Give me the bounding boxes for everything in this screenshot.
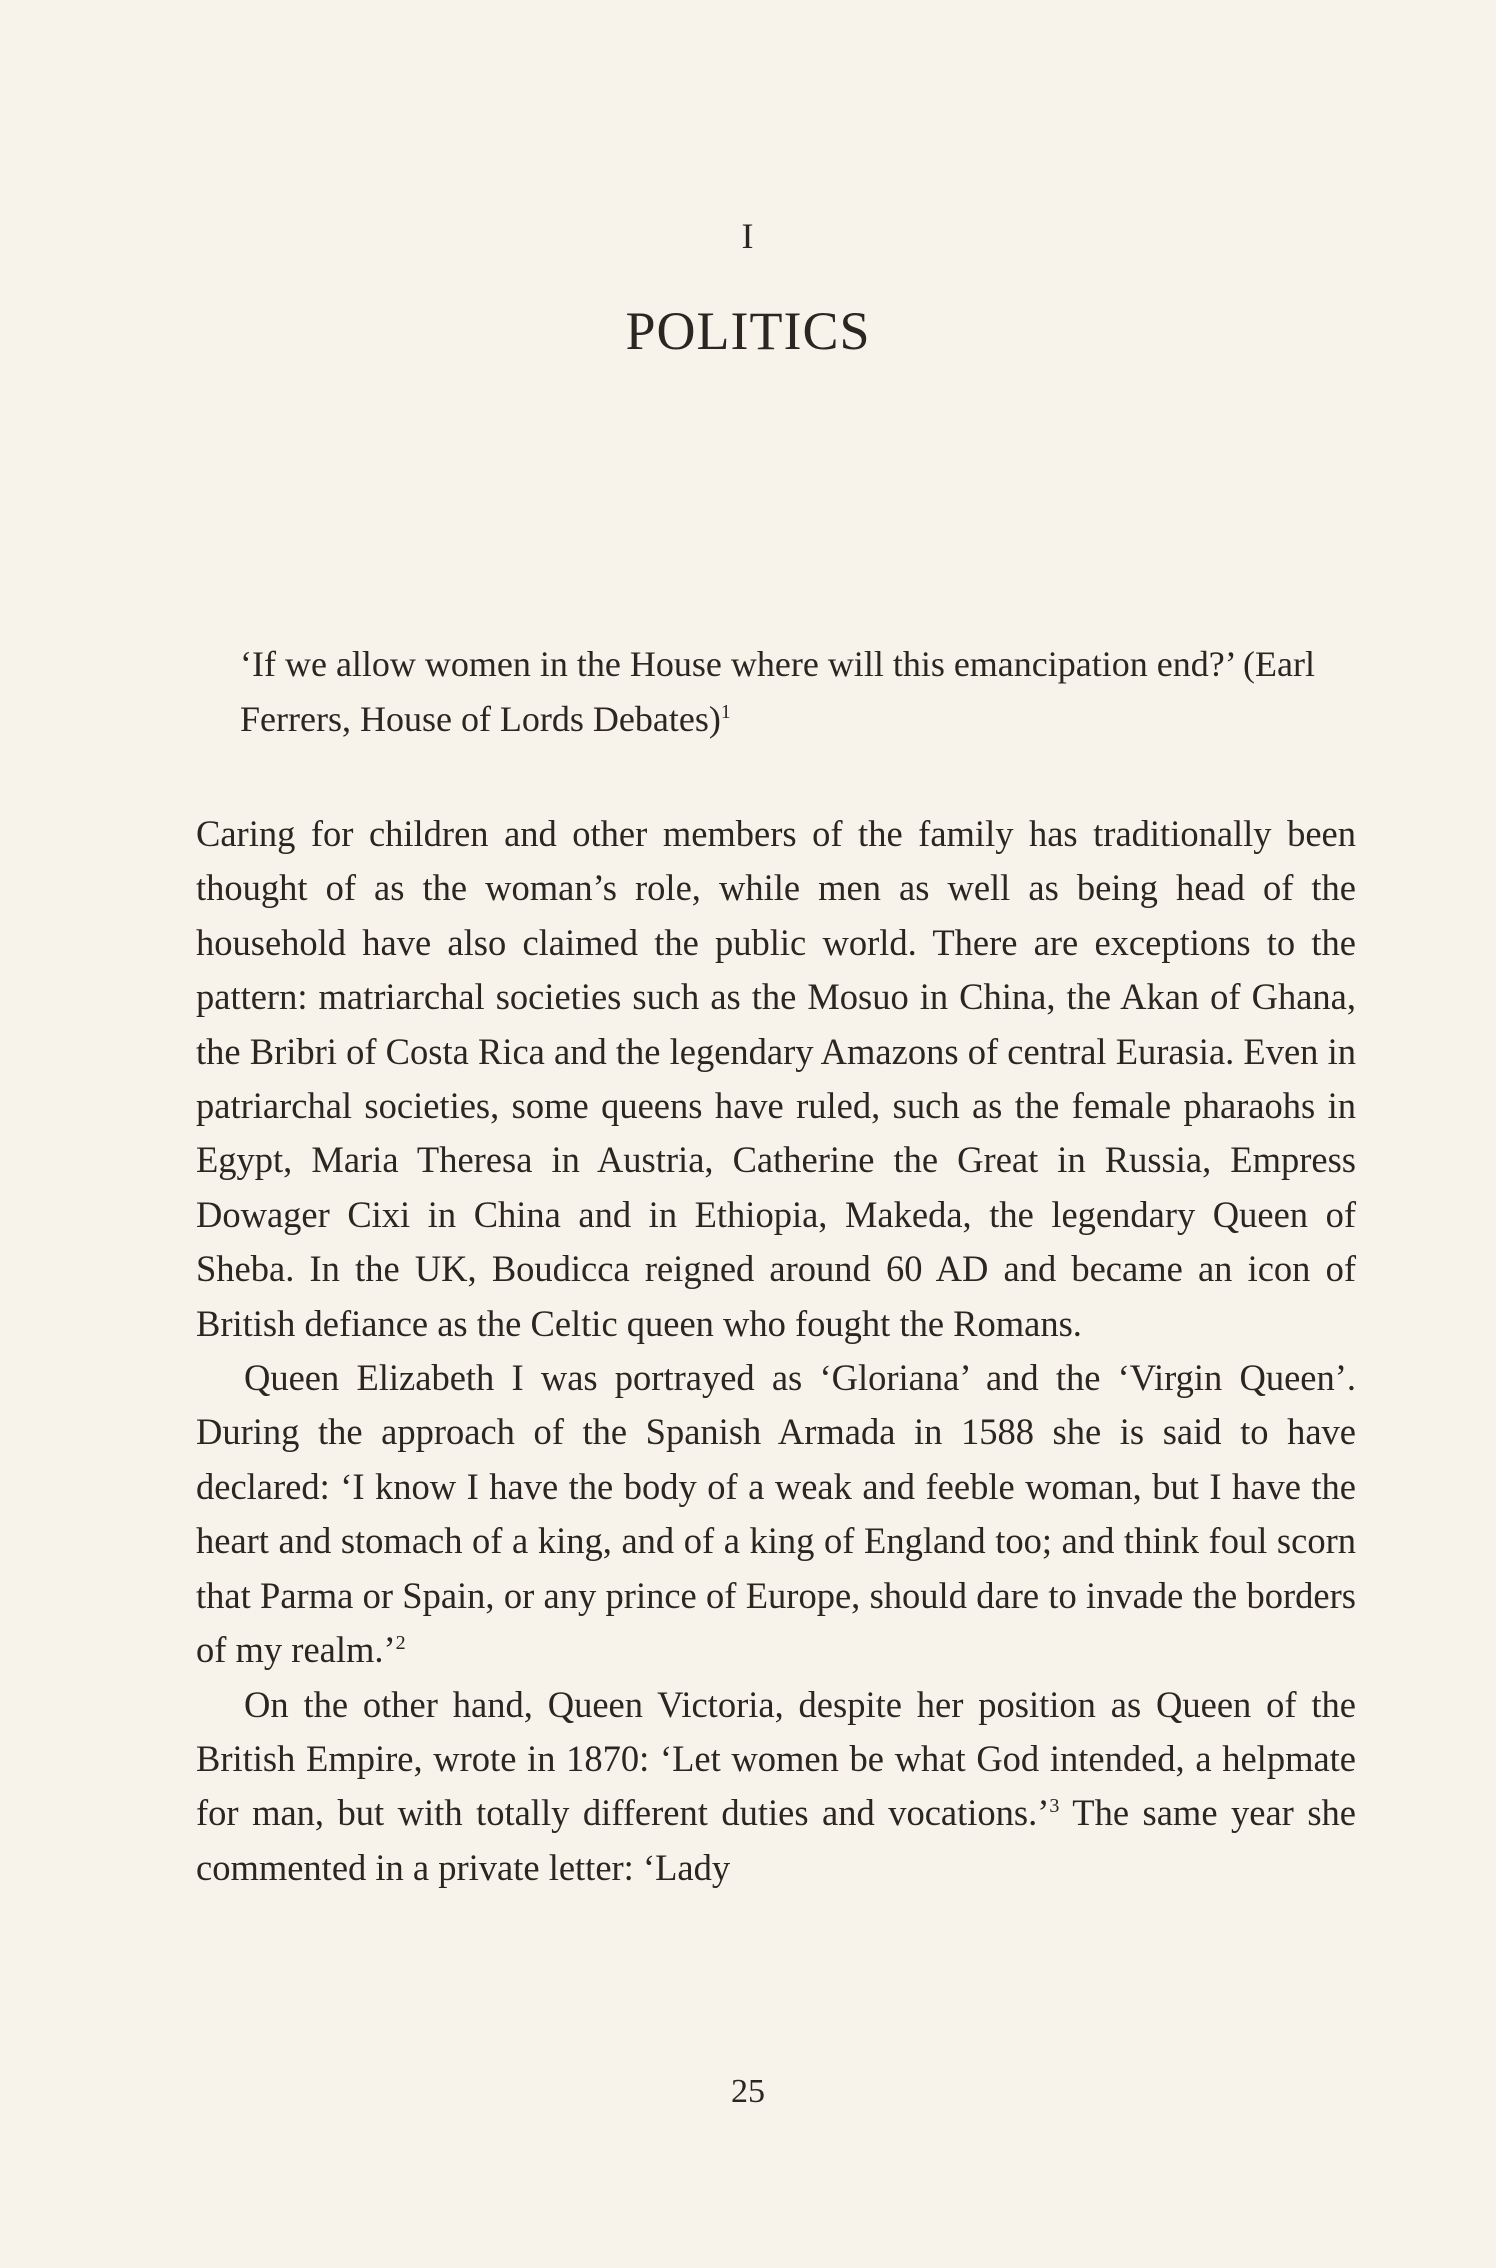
paragraph-text: Queen Elizabeth I was portrayed as ‘Gloriana’ and the ‘Virgin Queen’. During the approach of the Spanish Armada in 1588 she is said to have declared: ‘I know I have the body of a weak and feeble woman, but I have the heart and stomach of a king, and of a king of England too; and think foul scorn that Parma or Spain, or any prince of Europe, should dare to invade the borders of my realm.’ <box>196 1357 1356 1671</box>
page-number: 25 <box>731 2073 765 2110</box>
chapter-title: POLITICS <box>625 301 871 361</box>
paragraph <box>196 1351 1356 1677</box>
paragraph-text: The same year she commented in a private letter: ‘Lady <box>196 1792 1356 1888</box>
paragraph-text: Caring for children and other members of the family has traditionally been thought of as the woman’s role, while men as well as being head of the household have also claimed the public world. There are exceptions to the pattern: matriarchal societies such as the Mosuo in China, the Akan of Ghana, the Bribri of Costa Rica and the legendary Amazons of central Eurasia. Even in patriarchal societies, some queens have ruled, such as the female pharaohs in Egypt, Maria Theresa in Austria, Catherine the Great in Russia, Empress Dowager Cixi in China and in Ethiopia, Makeda, the legendary Queen of Sheba. In the UK, Boudicca reigned around 60 AD and became an icon of British defiance as the Celtic queen who fought the Romans. <box>196 813 1356 1344</box>
paragraph <box>196 1678 1356 1896</box>
body-text <box>196 807 1356 1895</box>
epigraph-text: ‘If we allow women in the House where will this emancipation end?’ (Earl Ferrers, House of Lords Debates) <box>240 644 1315 739</box>
paragraph-text: On the other hand, Queen Victoria, despite her position as Queen of the British Empire, wrote in 1870: ‘Let women be what God intended, a helpmate for man, but with totally different duties and vocations.’ <box>196 1683 1356 1834</box>
footnote-marker: 1 <box>720 701 731 723</box>
footnote-marker: 3 <box>1049 1795 1060 1818</box>
footnote-marker: 2 <box>395 1631 406 1654</box>
paragraph <box>196 807 1356 1351</box>
epigraph <box>240 637 1320 747</box>
chapter-number: I <box>741 216 755 256</box>
